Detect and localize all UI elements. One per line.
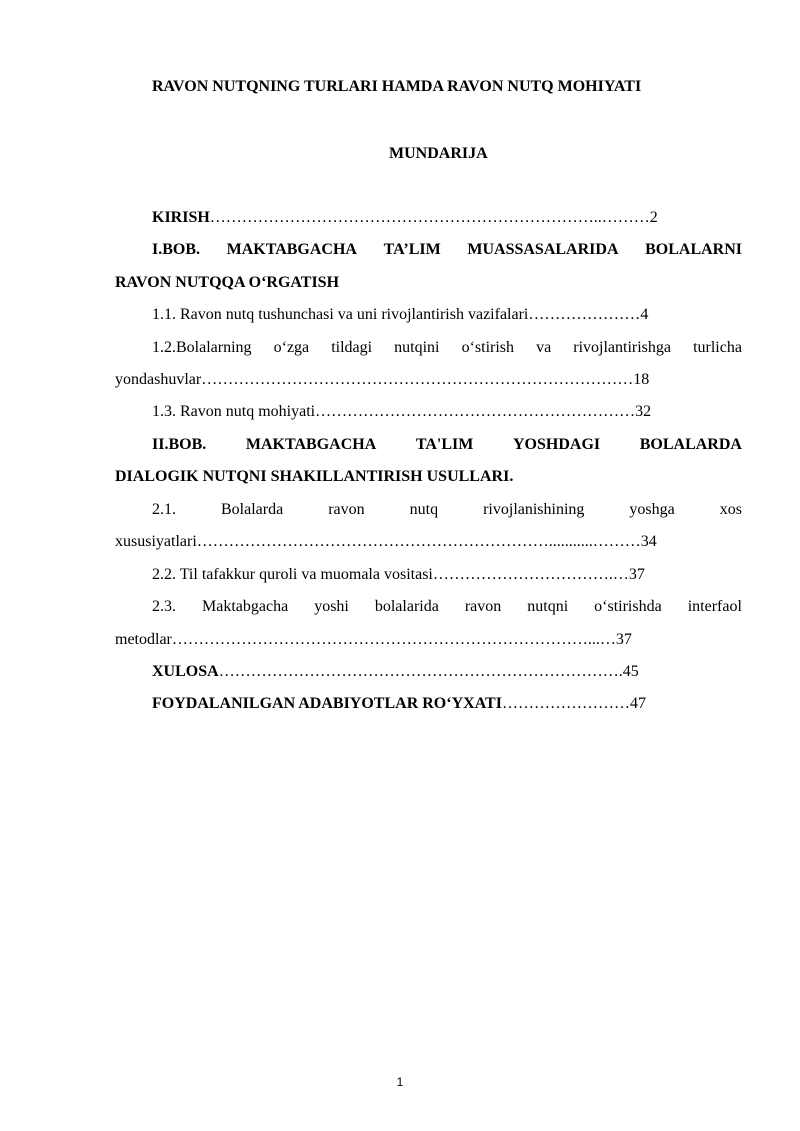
toc-word: bolalarida xyxy=(374,598,439,615)
toc-entry-label: KIRISH xyxy=(152,209,210,226)
toc-entry-text: 1.1. Ravon nutq tushunchasi va uni rivojlantirish vazifalari xyxy=(152,306,529,323)
toc-word: TA'LIM xyxy=(415,436,474,453)
toc-chapter-2-line-2: DIALOGIK NUTQNI SHAKILLANTIRISH USULLARI. xyxy=(115,468,514,485)
toc-word: I.BOB. xyxy=(152,241,201,258)
toc-word: 2.1. xyxy=(152,501,176,518)
toc-word: Bolalarda xyxy=(221,501,284,518)
toc-word: TA’LIM xyxy=(383,241,441,258)
toc-word: 1.2.Bolalarning xyxy=(152,339,252,356)
toc-word: BOLALARDA xyxy=(639,436,742,453)
page-number: 1 xyxy=(396,1075,404,1089)
toc-page-number: 37 xyxy=(615,631,632,648)
toc-leader-dots: …………………………………………………………………. xyxy=(218,663,623,680)
toc-entry-text: yondashuvlar xyxy=(115,371,202,388)
toc-entry-2-1-line-2 xyxy=(115,532,657,552)
toc-entry-2-1-line-1 xyxy=(152,500,742,520)
toc-page-number: 4 xyxy=(640,306,649,323)
toc-page-number: 2 xyxy=(649,209,658,226)
toc-word: nutqini xyxy=(394,339,440,356)
toc-heading: MUNDARIJA xyxy=(389,145,488,162)
toc-chapter-1-line-2: RAVON NUTQQA O‘RGATISH xyxy=(115,274,340,291)
toc-word: ravon xyxy=(464,598,502,615)
toc-word: MAKTABGACHA xyxy=(245,436,377,453)
toc-leader-dots: ………………… xyxy=(528,306,641,323)
toc-word: turlicha xyxy=(693,339,742,356)
toc-entry-label: FOYDALANILGAN ADABIYOTLAR RO‘YXATI xyxy=(152,695,502,712)
toc-word: BOLALARNI xyxy=(645,241,742,258)
toc-page-number: 32 xyxy=(635,403,652,420)
toc-entry-1-2-line-1 xyxy=(152,338,742,358)
toc-word: rivojlanishining xyxy=(483,501,585,518)
toc-entry-2-2 xyxy=(152,565,645,585)
toc-word: yoshga xyxy=(629,501,675,518)
toc-word: MUASSASALARIDA xyxy=(467,241,619,258)
toc-word: tildagi xyxy=(331,339,373,356)
toc-entry-2-3-line-1 xyxy=(152,597,742,617)
toc-word: xos xyxy=(719,501,742,518)
toc-word: ravon xyxy=(328,501,365,518)
toc-entry-1-1 xyxy=(152,305,648,325)
toc-word: Maktabgacha xyxy=(202,598,289,615)
toc-leader-dots: ………………………………………………………………..……… xyxy=(209,209,650,226)
toc-page-number: 47 xyxy=(629,695,646,712)
toc-chapter-1-line-1 xyxy=(152,240,742,260)
toc-word: o‘zga xyxy=(273,339,310,356)
toc-entry-label: XULOSA xyxy=(152,663,219,680)
toc-entry-xulosa xyxy=(152,662,639,682)
toc-word: o‘stirishda xyxy=(594,598,662,615)
toc-leader-dots: …………………… xyxy=(501,695,630,712)
toc-page-number: 34 xyxy=(640,533,657,550)
toc-entry-text: metodlar xyxy=(115,631,172,648)
toc-word: nutqni xyxy=(527,598,569,615)
toc-leader-dots: ……………………………………………………………………...… xyxy=(171,631,616,648)
toc-word: o‘stirish xyxy=(461,339,515,356)
toc-entry-text: 2.2. Til tafakkur quroli va muomala vositasi xyxy=(152,566,433,583)
toc-entry-2-3-line-2 xyxy=(115,630,632,650)
toc-entry-text: 1.3. Ravon nutq mohiyati xyxy=(152,403,316,420)
toc-word: MAKTABGACHA xyxy=(226,241,357,258)
toc-word: rivojlantirishga xyxy=(573,339,672,356)
toc-page-number: 45 xyxy=(622,663,639,680)
toc-leader-dots: ……………………………………………………………………… xyxy=(201,371,634,388)
toc-entry-kirish xyxy=(152,208,658,228)
toc-word: nutq xyxy=(409,501,439,518)
toc-entry-1-2-line-2 xyxy=(115,370,649,390)
toc-leader-dots: …………………………………………………… xyxy=(315,403,636,420)
toc-word: 2.3. xyxy=(152,598,176,615)
toc-word: II.BOB. xyxy=(152,436,207,453)
toc-page-number: 18 xyxy=(633,371,650,388)
toc-word: interfaol xyxy=(687,598,742,615)
toc-page-number: 37 xyxy=(628,566,645,583)
toc-leader-dots: …………………………………………………………...........……… xyxy=(196,533,641,550)
toc-chapter-2-line-1 xyxy=(152,435,742,455)
toc-word: yoshi xyxy=(314,598,349,615)
toc-word: va xyxy=(536,339,552,356)
toc-entry-bibliography xyxy=(152,694,646,714)
toc-word: YOSHDAGI xyxy=(512,436,601,453)
toc-leader-dots: …………………………….… xyxy=(432,566,629,583)
toc-entry-1-3 xyxy=(152,402,651,422)
toc-entry-text: xususiyatlari xyxy=(115,533,197,550)
document-title: RAVON NUTQNING TURLARI HAMDA RAVON NUTQ MOHIYATI xyxy=(152,78,642,95)
